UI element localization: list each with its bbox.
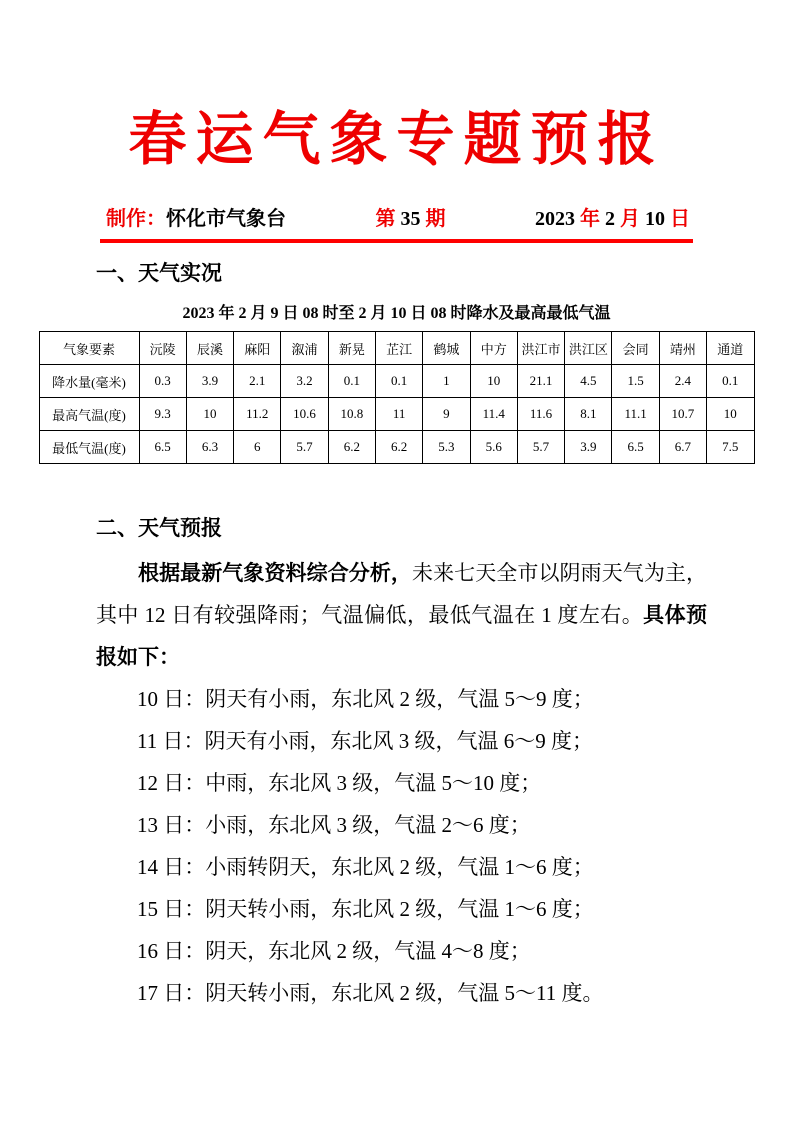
producer-label: 制作： bbox=[106, 208, 166, 230]
section-2-heading: 二、天气预报 bbox=[96, 516, 222, 540]
table-cell: 10 bbox=[470, 365, 517, 398]
table-cell: 6 bbox=[234, 431, 281, 464]
table-cell: 5.7 bbox=[517, 431, 564, 464]
forecast-line: 13 日：小雨，东北风 3 级，气温 2～6 度； bbox=[137, 813, 531, 837]
table-cell: 4.5 bbox=[565, 365, 612, 398]
table-column-header: 新晃 bbox=[328, 332, 375, 365]
producer-field bbox=[106, 202, 286, 231]
table-cell: 10.7 bbox=[659, 398, 706, 431]
issue-number-field bbox=[376, 202, 446, 231]
table-cell: 11.1 bbox=[612, 398, 659, 431]
issue-date-segment: 2023 bbox=[535, 208, 580, 230]
issue-date-segment: 日 bbox=[670, 208, 690, 230]
table-row-label: 最高气温(度) bbox=[39, 398, 139, 431]
table-column-header: 洪江市 bbox=[517, 332, 564, 365]
table-row bbox=[39, 365, 754, 398]
table-cell: 6.2 bbox=[328, 431, 375, 464]
forecast-line: 11 日：阴天有小雨，东北风 3 级，气温 6～9 度； bbox=[137, 729, 593, 753]
summary-segment: 具体预报如下： bbox=[96, 603, 708, 669]
table-cell: 3.9 bbox=[565, 431, 612, 464]
table-cell: 11.4 bbox=[470, 398, 517, 431]
issue-number-segment: 第 bbox=[375, 208, 401, 230]
table-cell: 10.8 bbox=[328, 398, 375, 431]
table-cell: 0.1 bbox=[375, 365, 422, 398]
table-column-header: 通道 bbox=[707, 332, 754, 365]
table-column-header: 麻阳 bbox=[234, 332, 281, 365]
table-column-header: 溆浦 bbox=[281, 332, 328, 365]
forecast-summary-paragraph bbox=[96, 552, 707, 678]
table-cell: 6.3 bbox=[186, 431, 233, 464]
table-cell: 6.5 bbox=[612, 431, 659, 464]
weather-observation-table bbox=[39, 331, 755, 464]
producer-value: 怀化市气象台 bbox=[166, 208, 286, 230]
table-cell: 6.2 bbox=[375, 431, 422, 464]
table-cell: 11 bbox=[375, 398, 422, 431]
table-cell: 2.4 bbox=[659, 365, 706, 398]
table-header-row bbox=[39, 332, 754, 365]
table-row-label: 降水量(毫米) bbox=[39, 365, 139, 398]
table-cell: 0.1 bbox=[328, 365, 375, 398]
table-row bbox=[39, 398, 754, 431]
summary-segment: 根据最新气象资料综合分析， bbox=[138, 561, 412, 585]
table-cell: 2.1 bbox=[234, 365, 281, 398]
table-cell: 3.2 bbox=[281, 365, 328, 398]
table-column-header: 气象要素 bbox=[39, 332, 139, 365]
table-cell: 8.1 bbox=[565, 398, 612, 431]
forecast-line: 17 日：阴天转小雨，东北风 2 级，气温 5～11 度。 bbox=[137, 981, 604, 1005]
table-column-header: 鹤城 bbox=[423, 332, 470, 365]
table-column-header: 沅陵 bbox=[139, 332, 186, 365]
issue-date-segment: 年 bbox=[580, 208, 605, 230]
issue-date-segment: 2 bbox=[605, 208, 620, 230]
table-column-header: 芷江 bbox=[375, 332, 422, 365]
issue-date-segment: 月 bbox=[620, 208, 645, 230]
table-cell: 10 bbox=[707, 398, 754, 431]
document-title: 春运气象专题预报 bbox=[128, 105, 665, 173]
table-cell: 9.3 bbox=[139, 398, 186, 431]
forecast-line: 10 日：阴天有小雨，东北风 2 级，气温 5～9 度； bbox=[137, 687, 594, 711]
meta-line bbox=[106, 202, 690, 231]
table-cell: 0.3 bbox=[139, 365, 186, 398]
issue-date-segment: 10 bbox=[645, 208, 670, 230]
table-column-header: 辰溪 bbox=[186, 332, 233, 365]
table-cell: 9 bbox=[423, 398, 470, 431]
table-cell: 6.5 bbox=[139, 431, 186, 464]
table-cell: 3.9 bbox=[186, 365, 233, 398]
table-cell: 0.1 bbox=[707, 365, 754, 398]
issue-number-segment: 期 bbox=[420, 208, 446, 230]
table-column-header: 靖州 bbox=[659, 332, 706, 365]
table-cell: 1.5 bbox=[612, 365, 659, 398]
table-cell: 7.5 bbox=[707, 431, 754, 464]
table-row bbox=[39, 431, 754, 464]
table-cell: 11.2 bbox=[234, 398, 281, 431]
summary-segment: 未来七天全市以阴雨天气为主，其中 12 日有较强降雨；气温偏低，最低气温在 1 度左右。 bbox=[96, 561, 707, 627]
table-row-label: 最低气温(度) bbox=[39, 431, 139, 464]
section-1-heading: 一、天气实况 bbox=[96, 261, 222, 285]
table-cell: 5.3 bbox=[423, 431, 470, 464]
forecast-line: 12 日：中雨，东北风 3 级，气温 5～10 度； bbox=[137, 771, 542, 795]
forecast-line: 14 日：小雨转阴天，东北风 2 级，气温 1～6 度； bbox=[137, 855, 594, 879]
table-cell: 6.7 bbox=[659, 431, 706, 464]
table-caption: 2023 年 2 月 9 日 08 时至 2 月 10 日 08 时降水及最高最低气温 bbox=[182, 305, 611, 322]
table-cell: 10 bbox=[186, 398, 233, 431]
red-divider-rule bbox=[100, 239, 693, 243]
forecast-line: 16 日：阴天，东北风 2 级，气温 4～8 度； bbox=[137, 939, 531, 963]
daily-forecast-list bbox=[0, 678, 793, 1014]
issue-number-segment: 35 bbox=[400, 208, 421, 230]
table-cell: 5.6 bbox=[470, 431, 517, 464]
table-column-header: 洪江区 bbox=[565, 332, 612, 365]
table-cell: 21.1 bbox=[517, 365, 564, 398]
table-cell: 1 bbox=[423, 365, 470, 398]
table-column-header: 会同 bbox=[612, 332, 659, 365]
table-cell: 10.6 bbox=[281, 398, 328, 431]
forecast-line: 15 日：阴天转小雨，东北风 2 级，气温 1～6 度； bbox=[137, 897, 594, 921]
table-cell: 5.7 bbox=[281, 431, 328, 464]
table-column-header: 中方 bbox=[470, 332, 517, 365]
issue-date-field bbox=[535, 202, 690, 231]
table-cell: 11.6 bbox=[517, 398, 564, 431]
